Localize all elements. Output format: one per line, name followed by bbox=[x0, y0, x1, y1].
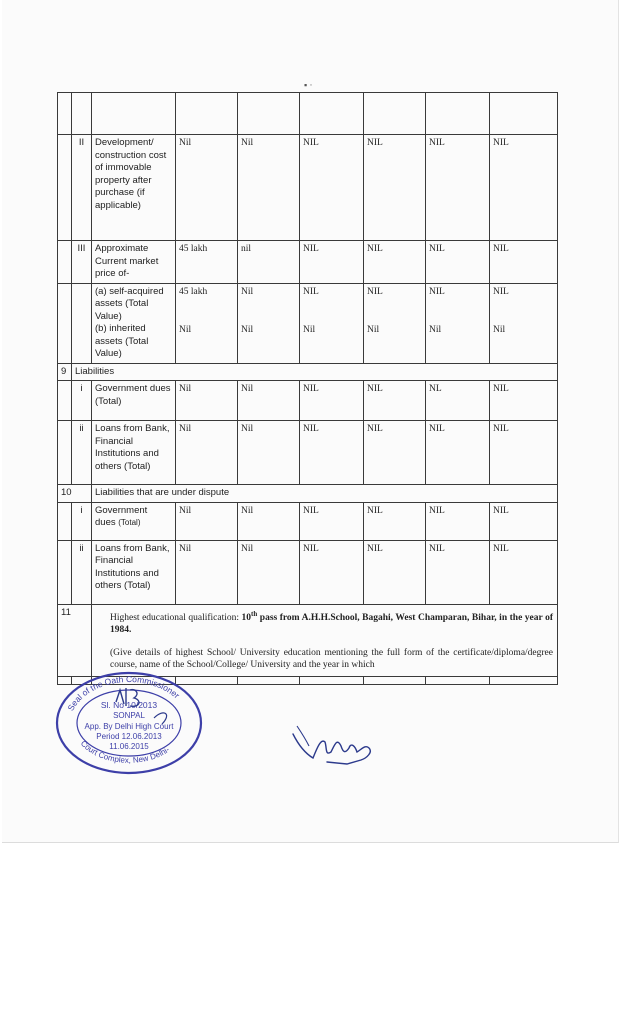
table-row bbox=[58, 421, 558, 485]
assets-liabilities-table bbox=[57, 92, 558, 685]
value-cell: Nil bbox=[238, 540, 300, 604]
value-a: NIL bbox=[429, 286, 445, 297]
value-cell: Nil bbox=[176, 421, 238, 485]
value-cell: Nil bbox=[238, 135, 300, 241]
row-label: Loans from Bank, Financial Institutions and others (Total) bbox=[92, 421, 176, 485]
table-row bbox=[58, 283, 558, 363]
row-number: II bbox=[72, 135, 92, 241]
value-cell: 45 lakh bbox=[176, 241, 238, 284]
row-label: Development/ construction cost of immovable property after purchase (if applicable) bbox=[92, 135, 176, 241]
row-label-small: (Total) bbox=[118, 518, 141, 527]
value-cell: Nil bbox=[176, 540, 238, 604]
value-b: Nil bbox=[241, 325, 254, 335]
section-number: 10 bbox=[58, 485, 92, 503]
value-cell: NIL bbox=[364, 241, 426, 284]
value-a: Nil bbox=[241, 286, 254, 297]
page-mark: ▪ · bbox=[304, 80, 313, 90]
stamp-name: SONPAL bbox=[113, 711, 145, 720]
table-row bbox=[58, 381, 558, 421]
value-cell: NL bbox=[426, 381, 490, 421]
section-header-row bbox=[58, 363, 558, 381]
value-cell: Nil bbox=[238, 502, 300, 540]
table-row bbox=[58, 604, 558, 676]
table-row bbox=[58, 502, 558, 540]
value-cell: NIL bbox=[426, 540, 490, 604]
signature bbox=[287, 712, 382, 772]
value-cell: NIL bbox=[490, 540, 558, 604]
value-cell: NIL bbox=[364, 540, 426, 604]
education-qualification: Highest educational qualification: 10th pass from A.H.H.School, Bagahi, West Champaran, Bihar, in the year of 1984. bbox=[110, 609, 553, 636]
value-cell: NIL bbox=[300, 241, 364, 284]
value-b: Nil bbox=[303, 325, 316, 335]
row-label: Government dues (Total) bbox=[92, 381, 176, 421]
value-cell: NIL bbox=[300, 502, 364, 540]
value-a: NIL bbox=[367, 286, 383, 297]
value-cell: NIL bbox=[364, 381, 426, 421]
value-cell: Nil bbox=[176, 135, 238, 241]
row-label-b: (b) inherited assets (Total Value) bbox=[95, 323, 149, 359]
value-cell: NIL bbox=[300, 381, 364, 421]
section-header-row bbox=[58, 485, 558, 503]
value-cell: Nil bbox=[238, 381, 300, 421]
row-label-a: (a) self-acquired assets (Total Value) bbox=[95, 285, 164, 322]
value-a: 45 lakh bbox=[179, 286, 208, 297]
value-b: Nil bbox=[493, 325, 506, 335]
value-cell: NIL bbox=[426, 135, 490, 241]
table-row bbox=[58, 540, 558, 604]
stamp-serial: Sl. No 10/2013 bbox=[100, 700, 158, 710]
value-b: Nil bbox=[367, 325, 380, 335]
row-label: Loans from Bank, Financial Institutions and others (Total) bbox=[92, 540, 176, 604]
row-number: ii bbox=[72, 421, 92, 485]
oath-commissioner-stamp bbox=[54, 668, 204, 776]
row-label: Government bbox=[95, 504, 148, 516]
education-cell bbox=[92, 604, 558, 676]
value-cell: NIL bbox=[490, 421, 558, 485]
section-title: Liabilities that are under dispute bbox=[92, 485, 558, 503]
section-title: Liabilities bbox=[72, 363, 558, 381]
value-cell: NIL bbox=[300, 135, 364, 241]
value-cell: Nil bbox=[176, 381, 238, 421]
row-number: i bbox=[72, 502, 92, 540]
section-number: 9 bbox=[58, 363, 72, 381]
value-b: Nil bbox=[429, 325, 442, 335]
row-number: i bbox=[72, 381, 92, 421]
value-cell: nil bbox=[238, 241, 300, 284]
value-cell: NIL bbox=[300, 540, 364, 604]
value-b: Nil bbox=[179, 325, 192, 335]
value-cell: NIL bbox=[300, 421, 364, 485]
stamp-period: Period 12.06.2013 bbox=[96, 732, 162, 741]
stamp-period-end: 11.06.2015 bbox=[109, 742, 149, 751]
value-cell: NIL bbox=[426, 502, 490, 540]
table-row bbox=[58, 241, 558, 284]
value-cell: NIL bbox=[490, 502, 558, 540]
value-cell: NIL bbox=[490, 135, 558, 241]
row-label-cont: dues bbox=[95, 517, 116, 528]
stamp-ring-top: Seal of the Oath Commissioner bbox=[65, 674, 182, 713]
row-number: ii bbox=[72, 540, 92, 604]
table-row bbox=[58, 93, 558, 135]
value-cell: NIL bbox=[426, 421, 490, 485]
document-page bbox=[2, 0, 619, 843]
stamp-approval: App. By Delhi High Court bbox=[84, 722, 174, 731]
education-instructions: (Give details of highest School/ University education mentioning the full form of the certificate/diploma/degree course, name of the School/College/ University and the year in which bbox=[110, 647, 553, 671]
row-label: Approximate Current market price of- bbox=[92, 241, 176, 284]
value-cell: NIL bbox=[490, 241, 558, 284]
value-cell: Nil bbox=[238, 421, 300, 485]
value-cell: NIL bbox=[426, 241, 490, 284]
table-row bbox=[58, 135, 558, 241]
value-a: NIL bbox=[493, 286, 509, 297]
value-cell: NIL bbox=[364, 421, 426, 485]
value-cell: Nil bbox=[176, 502, 238, 540]
value-cell: NIL bbox=[364, 135, 426, 241]
stamp-ring-bottom: Court Complex, New Delhi- bbox=[78, 738, 172, 765]
value-cell: NIL bbox=[364, 502, 426, 540]
section-number: 11 bbox=[58, 604, 92, 676]
value-a: NIL bbox=[303, 286, 319, 297]
value-cell: NIL bbox=[490, 381, 558, 421]
row-number: III bbox=[72, 241, 92, 284]
